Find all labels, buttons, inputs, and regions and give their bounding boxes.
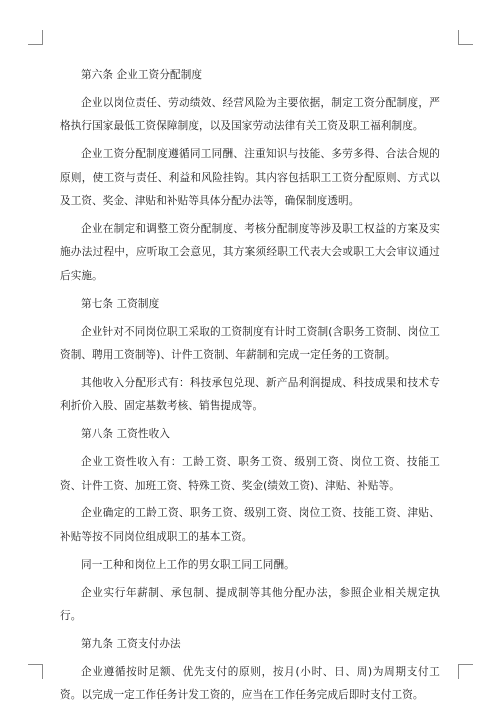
document-body <box>60 64 440 708</box>
crop-mark-bottom-left <box>28 664 43 679</box>
crop-mark-top-left <box>28 30 43 45</box>
article-8-paragraph-3: 同一工种和岗位上工作的男女职工同工同酬。 <box>81 558 295 571</box>
article-6-paragraph-1: 企业以岗位责任、劳动绩效、经营风险为主要依据，制定工资分配制度，严格执行国家最低工资保障制度，以及国家劳动法律有关工资及职工福利制度。 <box>60 96 440 133</box>
article-6-paragraph-3: 企业在制定和调整工资分配制度、考核分配制度等涉及职工权益的方案及实施办法过程中，应听取工会意见，其方案须经职工代表大会或职工大会审议通过后实施。 <box>60 222 440 282</box>
crop-mark-bottom-right <box>458 664 473 679</box>
article-8-paragraph-4: 企业实行年薪制、承包制、提成制等其他分配办法，参照企业相关规定执行。 <box>60 586 440 623</box>
article-7-paragraph-1: 企业针对不同岗位职工采取的工资制度有计时工资制(含职务工资制、岗位工资制、聘用工资制等)、计件工资制、年薪制和完成一定任务的工资制。 <box>60 325 440 361</box>
article-6-paragraph-2: 企业工资分配制度遵循同工同酬、注重知识与技能、多劳多得、合法合规的原则，使工资与责任、利益和风险挂钩。其内容包括职工工资分配原则、方式以及工资、奖金、津贴和补贴等具体分配办法等，确保制度透明。 <box>60 148 440 208</box>
article-9-heading: 第九条 工资支付办法 <box>81 637 181 650</box>
article-8-paragraph-1: 企业工资性收入有：工龄工资、职务工资、级别工资、岗位工资、技能工资、计件工资、加班工资、特殊工资、奖金(绩效工资)、津贴、补贴等。 <box>60 456 440 492</box>
article-6-heading: 第六条 企业工资分配制度 <box>81 69 203 81</box>
article-8-paragraph-2: 企业确定的工龄工资、职务工资、级别工资、岗位工资、技能工资、津贴、补贴等按不同岗位组成职工的基本工资。 <box>60 507 440 543</box>
crop-mark-top-right <box>458 30 473 45</box>
article-9-paragraph-1: 企业遵循按时足额、优先支付的原则，按月(小时、日、周)为周期支付工资。以完成一定工作任务计发工资的，应当在工作任务完成后即时支付工资。 <box>60 665 440 702</box>
article-7-paragraph-2: 其他收入分配形式有：科技承包兑现、新产品利润提成、科技成果和技术专利折价入股、固定基数考核、销售提成等。 <box>60 376 440 413</box>
article-8-heading: 第八条 工资性收入 <box>81 428 171 441</box>
article-7-heading: 第七条 工资制度 <box>81 297 160 310</box>
